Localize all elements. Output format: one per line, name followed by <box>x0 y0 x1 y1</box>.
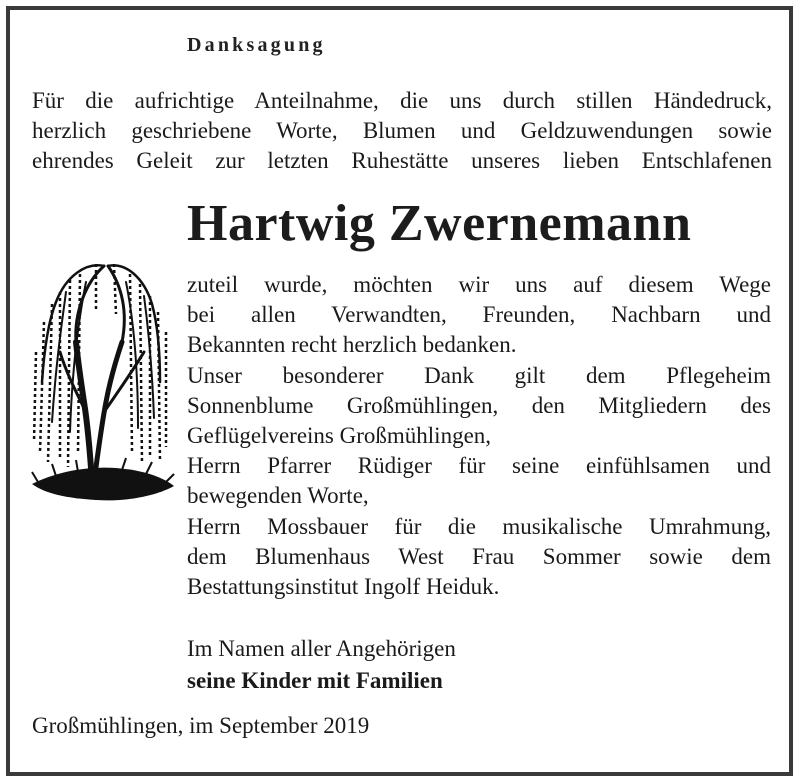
body-line-11: Bestattungsinstitut Ingolf Heiduk. <box>187 574 500 600</box>
body-line-3: Bekannten recht herzlich bedanken. <box>187 332 517 358</box>
body-line-6: Geflügelvereins Großmühlingen, <box>187 423 492 449</box>
body-line-7: Herrn Pfarrer Rüdiger für seine einfühlsamen und <box>187 453 771 479</box>
body-line-1: zuteil wurde, möchten wir uns auf diesem Wege <box>187 272 771 297</box>
body-line-2: bei allen Verwandten, Freunden, Nachbarn und <box>187 302 771 328</box>
signature-line-2: seine Kinder mit Familien <box>187 668 443 693</box>
place-date: Großmühlingen, im September 2019 <box>32 713 370 738</box>
weeping-willow-icon <box>26 252 176 514</box>
deceased-name: Hartwig Zwernemann <box>187 195 692 252</box>
intro-line-2: herzlich geschriebene Worte, Blumen und Geldzuwendungen sowie <box>32 118 772 143</box>
body-line-4: Unser besonderer Dank gilt dem Pflegeheim <box>187 362 771 388</box>
intro-line-3: ehrendes Geleit zur letzten Ruhestätte unseres lieben Entschlafenen <box>32 148 772 173</box>
notice-heading: Danksagung <box>187 34 326 56</box>
intro-line-1: Für die aufrichtige Anteilnahme, die uns durch stillen Händedruck, <box>32 88 772 113</box>
intro-paragraph <box>32 86 772 176</box>
body-line-8: bewegenden Worte, <box>187 483 369 509</box>
body-line-5: Sonnenblume Großmühlingen, den Mitgliedern des <box>187 392 771 418</box>
signature-block <box>187 633 456 697</box>
signature-line-1: Im Namen aller Angehörigen <box>187 636 456 661</box>
body-paragraph <box>187 270 771 602</box>
body-line-10: dem Blumenhaus West Frau Sommer sowie dem <box>187 543 771 569</box>
body-line-9: Herrn Mossbauer für die musikalische Umrahmung, <box>187 513 771 539</box>
